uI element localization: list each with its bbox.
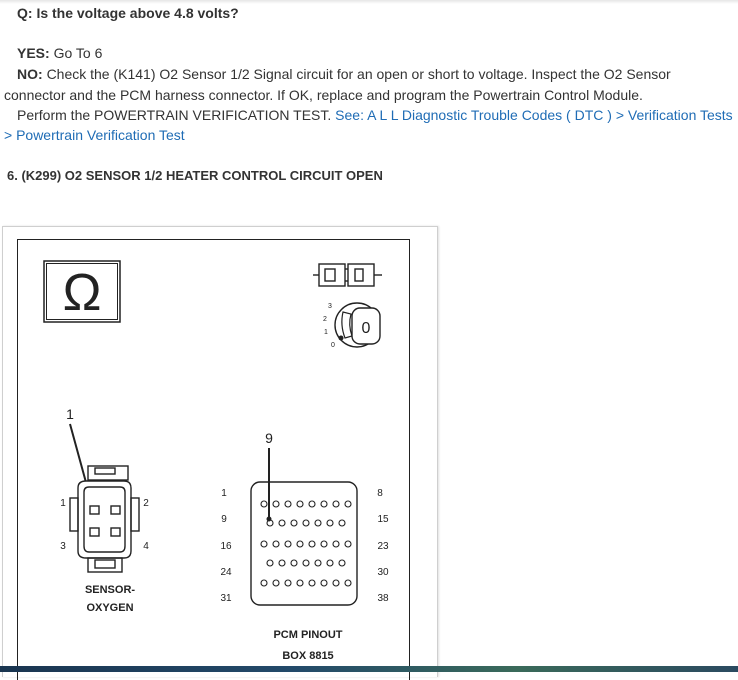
pcm-pin [327, 520, 333, 526]
fuse-connector-icon [313, 264, 382, 286]
powertrain-verification-link[interactable]: > Powertrain Verification Test [4, 127, 185, 143]
pcm-pin [291, 560, 297, 566]
pcm-pin [285, 580, 291, 586]
ignition-pos-1: 1 [324, 329, 328, 336]
pcm-left-row-3: 16 [220, 541, 232, 552]
sensor-label-line2: OXYGEN [86, 602, 134, 614]
pcm-pin [267, 560, 273, 566]
pcm-pin [279, 520, 285, 526]
yes-text: Go To 6 [53, 45, 103, 61]
no-text-line1: Check the (K141) O2 Sensor 1/2 Signal circuit for an open or short to voltage. Inspect the O2 Sensor [46, 66, 671, 82]
ignition-pos-0: 0 [331, 342, 335, 349]
pcm-pin [333, 580, 339, 586]
pcm-pin [309, 501, 315, 507]
pcm-callout [265, 430, 273, 522]
ohmmeter-icon [44, 261, 120, 322]
sensor-callout-number: 1 [66, 406, 74, 422]
pcm-right-row-1: 8 [377, 488, 383, 499]
ignition-switch-icon [323, 303, 380, 349]
oxygen-sensor-connector [70, 466, 139, 572]
ohm-symbol: Ω [62, 264, 102, 322]
pcm-pin [273, 580, 279, 586]
pcm-pin [315, 560, 321, 566]
pcm-label-line1: PCM PINOUT [273, 629, 343, 641]
question-text: Q: Is the voltage above 4.8 volts? [17, 5, 239, 21]
pcm-right-row-5: 38 [377, 593, 389, 604]
pcm-left-row-4: 24 [220, 567, 232, 578]
no-label: NO: [17, 66, 43, 82]
pcm-pin [321, 501, 327, 507]
pcm-pin [297, 501, 303, 507]
pcm-pin [291, 520, 297, 526]
yes-label: YES: [17, 45, 50, 61]
pcm-pin [297, 541, 303, 547]
pcm-pin [345, 501, 351, 507]
pcm-pin [261, 580, 267, 586]
pcm-right-row-2: 15 [377, 514, 389, 525]
pcm-right-row-3: 23 [377, 541, 389, 552]
pcm-left-row-2: 9 [221, 514, 227, 525]
pcm-pin [303, 560, 309, 566]
sensor-pin-2-label: 2 [143, 498, 149, 509]
pcm-pin [261, 501, 267, 507]
step-heading: 6. (K299) O2 SENSOR 1/2 HEATER CONTROL CIRCUIT OPEN [7, 168, 383, 183]
no-text-line2: connector and the PCM harness connector. If OK, replace and program the Powertrain Control Module. [4, 87, 643, 103]
pcm-pin-grid [261, 501, 351, 586]
pcm-pin [285, 541, 291, 547]
pcm-pin [261, 541, 267, 547]
pcm-pin [327, 560, 333, 566]
pcm-pin [339, 560, 345, 566]
pcm-left-row-1: 1 [221, 488, 227, 499]
ignition-key-label: 0 [361, 320, 371, 337]
pcm-pin [273, 501, 279, 507]
sensor-pin-3-label: 3 [60, 541, 66, 552]
pcm-pin [309, 541, 315, 547]
pcm-pin [321, 580, 327, 586]
sensor-pin-4-label: 4 [143, 541, 149, 552]
pcm-pin [345, 580, 351, 586]
pcm-label-line2: BOX 8815 [282, 650, 334, 662]
bottom-strip [0, 666, 738, 672]
ignition-pos-3: 3 [328, 303, 332, 310]
ignition-pos-2: 2 [323, 316, 327, 323]
pcm-pin [279, 560, 285, 566]
pcm-pin [333, 541, 339, 547]
pcm-left-row-5: 31 [220, 593, 232, 604]
pcm-pin [297, 580, 303, 586]
sensor-label-line1: SENSOR- [84, 584, 136, 596]
pcm-pin [303, 520, 309, 526]
pcm-callout-number: 9 [265, 430, 273, 446]
verification-tests-link[interactable]: See: A L L Diagnostic Trouble Codes ( DTC ) > Verification Tests [335, 107, 733, 123]
pcm-pin [285, 501, 291, 507]
pcm-pin [309, 580, 315, 586]
pcm-right-row-4: 30 [377, 567, 389, 578]
pcm-pin [339, 520, 345, 526]
pcm-pin [321, 541, 327, 547]
perform-text: Perform the POWERTRAIN VERIFICATION TEST. [17, 107, 332, 123]
pcm-pin [273, 541, 279, 547]
pcm-pin [315, 520, 321, 526]
pcm-pin [345, 541, 351, 547]
pcm-pin [333, 501, 339, 507]
sensor-pin-1-label: 1 [60, 498, 66, 509]
